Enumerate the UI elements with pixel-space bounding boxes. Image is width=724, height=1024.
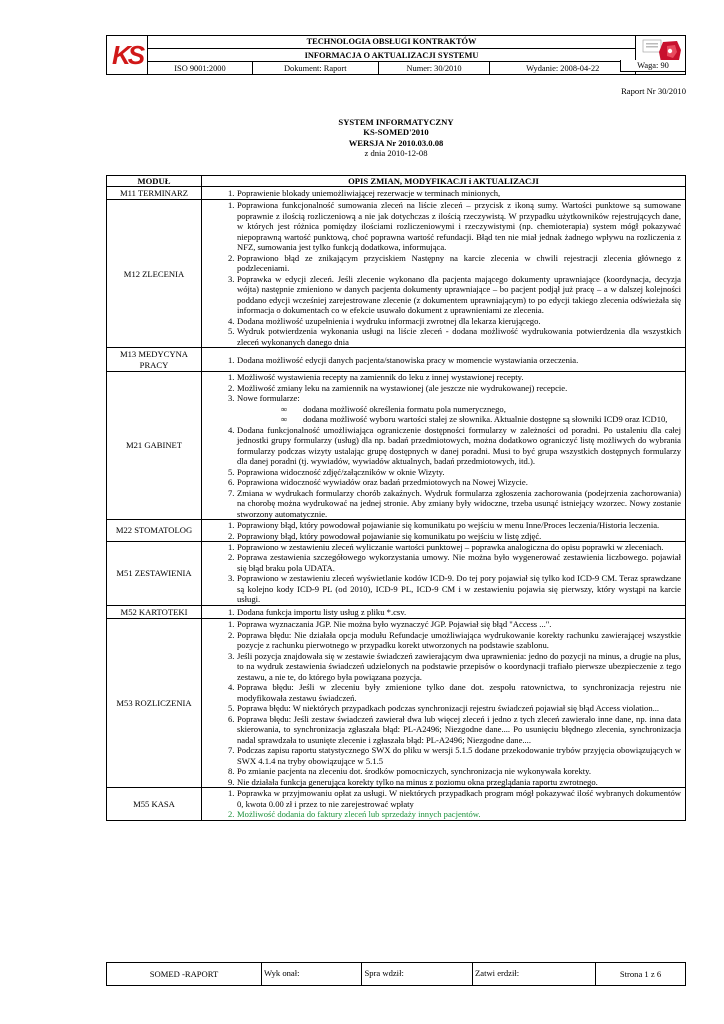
module-row [107,619,686,788]
module-row [107,541,686,605]
change-item [202,467,681,477]
sub-item [237,414,681,424]
item-number: 6. [228,713,235,724]
item-number: 1. [228,200,235,211]
item-text: Wydruk potwierdzenia wykonania usługi na liście zleceń - dodana możliwość wydrukowania potwierdzenia dla wszystkich zleceń wykonanych danego dnia [237,326,681,347]
module-row [107,520,686,542]
dokument-cell: Dokument: Raport [252,62,378,75]
change-item [202,355,681,365]
bullet-icon: ∞ [281,403,288,414]
item-number: 3. [228,573,235,584]
item-number: 2. [228,552,235,563]
module-name: M13 MEDYCYNA PRACY [107,348,202,372]
module-changes [202,541,686,605]
item-text: Poprawa błędu: W niektórych przypadkach podczas synchronizacji rejestru świadczeń pojawiał się błąd Access violation... [237,703,660,714]
numer-cell: Numer: 30/2010 [378,62,490,75]
change-item [202,488,681,519]
item-text: Podczas zapisu raportu statystycznego SWX do pliku w wersji 5.1.5 dodane przekodowanie trybów przyjęcia obowiązujących w SWX 4.1.4 na tryby obowiązujące w 5.1.5 [237,745,681,766]
item-number: 8. [228,766,235,777]
change-item [202,651,681,682]
item-number: 4. [228,424,235,435]
module-changes [202,788,686,820]
item-number: 9. [228,776,235,787]
change-item [202,788,681,809]
footer-sprawdzil: Spra wdził: [362,963,473,986]
item-number: 4. [228,682,235,693]
item-number: 4. [228,315,235,326]
change-item [202,766,681,776]
item-number: 1. [228,520,235,531]
module-row [107,348,686,372]
change-item [202,383,681,393]
title-line-2: KS-SOMED'2010 [363,127,429,138]
item-text: Nie działała funkcja generująca korekty tylko na minus z poziomu okna przeglądania raportu zwrotnego. [237,776,598,787]
module-row [107,187,686,200]
module-name: M51 ZESTAWIENIA [107,541,202,605]
change-item [202,777,681,787]
item-text: Poprawiono błąd ze znikającym przyciskiem Następny na karcie zlecenia w chwili rejestracji zlecenia głównego z podzleceniami. [237,252,681,274]
footer-wykonal: Wyk onał: [262,963,362,986]
item-text: Dodana możliwość uzupełnienia i wydruku informacji zwrotnej dla lekarza kierującego. [237,315,541,326]
change-item [202,372,681,382]
module-changes [202,200,686,348]
title-line-3: WERSJA Nr 2010.03.0.08 [348,137,444,148]
change-item [202,316,681,326]
item-number: 3. [228,393,235,404]
change-item [202,326,681,347]
change-item [202,531,681,541]
item-number: 5. [228,703,235,714]
change-item [202,477,681,487]
footer-zatwierdzil: Zatwi erdził: [473,963,596,986]
document-title [106,117,686,159]
item-number: 2. [228,809,235,820]
change-item [202,393,681,424]
item-number: 3. [228,273,235,284]
column-header-description: OPIS ZMIAN, MODYFIKACJI i AKTUALIZACJI [202,176,686,187]
change-item [202,520,681,530]
item-text: Poprawiona widoczność wywiadów oraz badań przedmiotowych na Nowej Wizycie. [237,477,528,488]
item-text: Zmiana w wydrukach formularzy chorób zakaźnych. Wydruk formularza zgłoszenia zachorowania (podejrzenia zachorowania) na chorobę można wydrukować na jednej stronie. Aby zmiany były widoczne, trzeba usunąć istniejący wzorzec. Nowy zostanie stworzony automatycznie. [237,487,681,519]
report-number: Raport Nr 30/2010 [621,86,686,96]
module-changes [202,520,686,542]
change-item [202,552,681,573]
item-number: 2. [228,382,235,393]
module-name: M11 TERMINARZ [107,187,202,200]
item-number: 1. [228,606,235,617]
item-text: Poprawa błędu: Jeśli w zleceniu były zmienione tylko dane dot. zespołu ratownictwa, to synchronizacja rejestru nie modyfikowała zestawu świadczeń. [237,682,681,703]
footer-table [106,962,686,986]
item-number: 5. [228,466,235,477]
change-item [202,200,681,252]
change-item [202,253,681,274]
change-item [202,745,681,766]
item-text: Poprawka w edycji zleceń. Jeśli zlecenie wykonano dla pacjenta mającego dokumenty uprawniające (koordynacja, decyzja wójta) następnie zmieniono w danych pacjenta dokumenty uprawniające – bo pacjent podjął już pracę – a w dalszej kolejności poddano edycji wcześniej zarejestrowane zlecenie (z dokumentem uprawniającym) to po edycji takiego zlecenia odświeżała się informacja o dokumentach co w efekcie usuwało dokument z uprawnieniami ze zlecenia. [237,273,681,316]
change-item [202,573,681,604]
footer-page-number: Strona 1 z 6 [596,963,686,986]
header-title-1: TECHNOLOGIA OBSŁUGI KONTRAKTÓW [148,36,636,49]
module-name: M21 GABINET [107,372,202,520]
item-number: 5. [228,326,235,337]
module-changes [202,348,686,372]
item-text: Poprawa wyznaczania JGP. Nie można było wyznaczyć JGP. Pojawiał się błąd "Access ...". [237,619,552,630]
module-changes [202,605,686,618]
module-row [107,200,686,348]
item-text: Możliwość wystawienia recepty na zamiennik do leku z innej wystawionej recepty. [237,372,524,383]
item-number: 1. [228,372,235,383]
item-text: Poprawiona funkcjonalność sumowania zleceń na liście zleceń – przycisk z ikoną sumy. Wartości punktowe są sumowane poprawnie z ilością rozliczeniową a nie jak dotychczas z ilością rzeczywistą. W przypadku użytkowników rejestrujących dane, w których jest różnica pomiędzy ilościami rozliczeniowymi i rzeczywistymi (np. chemioterapia) system mógł pokazywać niepoprawną wartość punktową, choć poprawna wartość refundacji. Błąd ten nie miał jednak żadnego wpływu na rozliczenia z NFZ, sumowania jest tylko funkcją dodatkowa, informująca. [237,200,681,253]
change-item [202,630,681,651]
change-item [202,607,681,617]
item-text: Dodana funkcjonalność umożliwiająca ograniczenie dostępności formularzy w zależności od poradni. Po ustaleniu dla całej jednostki grupy formularzy (usług) dla np. badań przedmiotowych, można dodatkowo ograniczyć listę możliwych do wybrania formularzy podczas wizyty ustalając grupę dostępnych w danej poradni. Musi to być grupa wszystkich dostępnych formularzy dla danej poradni (tj. wywiadów, wywiadów aktualnych, badań przedmiotowych, itd.). [237,424,681,467]
sub-item-text: dodana możliwość określenia formatu pola numerycznego, [303,403,506,414]
iso-cell: ISO 9001:2000 [148,62,253,75]
item-text: Poprawiony błąd, który powodował pojawianie się komunikatu po wejściu w menu Inne/Proces leczenia/Historia leczenia. [237,520,660,531]
item-number: 2. [228,629,235,640]
change-item [202,274,681,316]
item-number: 7. [228,487,235,498]
ks-logo: KS [107,36,148,75]
item-number: 1. [228,188,235,198]
item-number: 1. [228,788,235,799]
title-line-1: SYSTEM INFORMATYCZNY [338,117,454,127]
module-row [107,788,686,820]
sub-item-text: dodana możliwość wyboru wartości stałej ze słownika. Aktualnie dostępne są słowniki ICD9 oraz ICD10, [303,414,668,425]
item-text: Poprawka w przyjmowaniu opłat za usługi. W niektórych przypadkach program mógł pokazywać ilość wybranych dokumentów 0, kwota 0.00 zł i przez to nie zarejestrować wpłaty [237,788,681,809]
change-item [202,682,681,703]
item-text: Poprawa błędu: Jeśli zestaw świadczeń zawierał dwa lub więcej zleceń i jedno z tych zleceń zawierało inne dane, np. inna data skierowania, to synchronizacja zgłaszała błąd: PL-A2496; Niezgodne dane.... Po usunięciu błędnego zlecenia, synchronizacja nadal sprawdzała to usunięte zlecenie i zgłaszała błąd: PL-A2496; Niezgodne dane.... [237,713,681,745]
item-text: Dodana funkcja importu listy usług z pliku *.csv. [237,606,407,617]
waga-cell: Waga: 90 [620,60,686,72]
item-text: Możliwość dodania do faktury zleceń lub sprzedaży innych pacjentów. [237,809,481,820]
module-name: M53 ROZLICZENIA [107,619,202,788]
change-item [202,714,681,745]
module-name: M22 STOMATOLOG [107,520,202,542]
module-name: M12 ZLECENIA [107,200,202,348]
item-number: 2. [228,530,235,541]
title-date: z dnia 2010-12-08 [364,148,428,159]
item-number: 2. [228,252,235,263]
header-title-2: INFORMACJA O AKTUALIZACJI SYSTEMU [148,49,636,62]
change-item [202,619,681,629]
item-text: Możliwość zmiany leku na zamiennik na wystawionej (ale jeszcze nie wydrukowanej) recepcie. [237,382,568,393]
module-row [107,605,686,618]
header-table [106,35,686,75]
item-text: Poprawiono w zestawieniu zleceń wyliczanie wartości punktowej – poprawka analogiczna do opisu poprawki w zleceniach. [237,541,664,552]
change-item [202,188,681,198]
module-changes [202,619,686,788]
item-text: Jeśli pozycja znajdowała się w zestawie świadczeń zawierającym dwa uprawnienia: jedno do pozycji na minus, a drugie na plus, to na wydruk zestawienia świadczeń udzielonych na podstawie przepisów o koordynacji trafiało pierwsze ubezpieczenie z tego zestawu, a nie te, do którego była powiązana pozycja. [237,650,681,682]
item-text: Poprawa błędu: Nie działała opcja modułu Refundacje umożliwiająca wydrukowanie korekty rachunku zawierającej wszystkie pozycje z rachunku pierwotnego w przypadku korekt utworzonych na podstawie szablonu. [237,629,681,651]
item-text: Po zmianie pacjenta na zleceniu dot. środków pomocniczych, synchronizacja nie wykonywała korekty. [237,766,592,777]
item-text: Dodana możliwość edycji danych pacjenta/stanowiska pracy w momencie wystawiania orzeczenia. [237,354,579,365]
module-changes [202,187,686,200]
sub-item [237,404,681,414]
item-number: 3. [228,650,235,661]
module-changes [202,372,686,520]
module-name: M55 KASA [107,788,202,820]
column-header-module: MODUŁ [107,176,202,187]
bullet-icon: ∞ [281,414,288,425]
item-text: Poprawa zestawienia szczegółowego wykorzystania umowy. Nie można było wygenerować zestawienia liczbowego. pojawiał się błąd braku pola UDATA. [237,552,681,573]
item-text: Poprawiono w zestawieniu zleceń wyświetlanie kodów ICD-9. Do tej pory pojawiał się tylko kod ICD-9 CM. Teraz sprawdzane są kolejno kody ICD-9 PL (od 2010), ICD-9 PL, ICD-9 CM i w zestawieniu pojawia się pierwszy, który wystąpi na karcie usługi. [237,573,681,605]
item-number: 7. [228,745,235,756]
change-item [202,809,681,819]
item-number: 1. [228,619,235,630]
module-name: M52 KARTOTEKI [107,605,202,618]
change-item [202,703,681,713]
module-row [107,372,686,520]
item-number: 1. [228,354,235,365]
change-item [202,425,681,467]
item-number: 1. [228,541,235,552]
item-text: Poprawiony błąd, który powodował pojawianie się komunikatu po wejściu w listę zdjęć. [237,530,542,541]
changes-table [106,175,686,821]
item-text: Poprawiona widoczność zdjęć/załączników w oknie Wizyty. [237,466,445,477]
item-number: 6. [228,477,235,488]
footer-doc-name: SOMED -RAPORT [107,963,262,986]
item-text: Nowe formularze: [237,393,300,404]
change-item [202,542,681,552]
wydanie-cell: Wydanie: 2008-04-22 [490,62,636,75]
item-text: Poprawienie blokady uniemożliwiającej rezerwacje w terminach minionych, [237,188,501,198]
